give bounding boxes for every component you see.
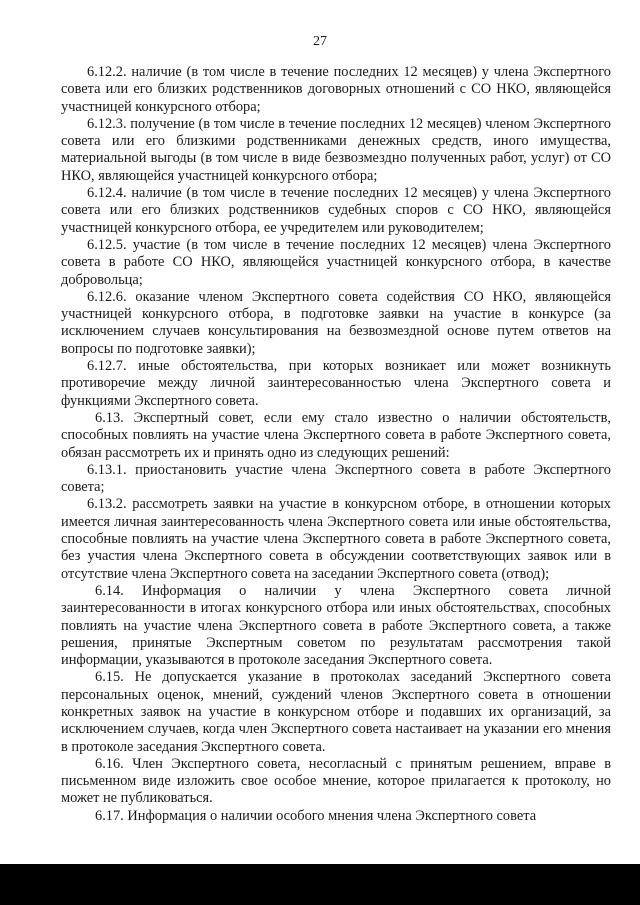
paragraph-6-12-4: 6.12.4. наличие (в том числе в течение последних 12 месяцев) у члена Экспертного совета или его близких родственников судебных споров с СО НКО, являющейся участницей конкурсного отбора, ее учредителем или руководителем; <box>61 185 611 236</box>
paragraph-6-13: 6.13. Экспертный совет, если ему стало известно о наличии обстоятельств, способных повлиять на участие члена Экспертного совета в работе Экспертного совета, обязан рассмотреть их и принять одно из следующих решений: <box>61 409 611 461</box>
paragraph-6-17: 6.17. Информация о наличии особого мнения члена Экспертного совета <box>95 807 537 824</box>
paragraph-6-12-7: 6.12.7. иные обстоятельства, при которых возникает или может возникнуть противоречие между личной заинтересованностью члена Экспертного совета и функциями Экспертного совета. <box>61 358 611 409</box>
scan-bottom-border <box>0 864 640 905</box>
paragraph-6-15: 6.15. Не допускается указание в протоколах заседаний Экспертного совета персональных оценок, мнений, суждений членов Экспертного совета в отношении конкретных заявок на участие в конкурсном отборе и подавших их организаций, за исключением случаев, когда член Экспертного совета настаивает на указании его мнения в протоколе заседания Экспертного совета. <box>61 669 611 755</box>
paragraph-6-12-2: 6.12.2. наличие (в том числе в течение последних 12 месяцев) у члена Экспертного совета или его близких родственников договорных отношений с СО НКО, являющейся участницей конкурсного отбора; <box>61 64 611 115</box>
paragraph-6-12-3: 6.12.3. получение (в том числе в течение последних 12 месяцев) членом Экспертного совета или его близкими родственниками денежных средств, иного имущества, материальной выгоды (в том числе в виде безвозмездно полученных работ, услуг) от СО НКО, являющейся участницей конкурсного отбора; <box>61 115 611 184</box>
paragraph-6-13-1: 6.13.1. приостановить участие члена Экспертного совета в работе Экспертного совета; <box>61 461 611 496</box>
paragraph-6-12-6: 6.12.6. оказание членом Экспертного совета содействия СО НКО, являющейся участницей конкурсного отбора, в подготовке заявки на участие в конкурсе (за исключением случаев консультирования на безвозмездной основе путем ответов на вопросы по подготовке заявки); <box>61 288 611 357</box>
paragraph-6-12-5: 6.12.5. участие (в том числе в течение последних 12 месяцев) члена Экспертного совета в работе СО НКО, являющейся участницей конкурсного отбора, в качестве добровольца; <box>61 236 611 288</box>
page-number: 27 <box>313 34 327 49</box>
paragraph-6-13-2: 6.13.2. рассмотреть заявки на участие в конкурсном отборе, в отношении которых имеется личная заинтересованность члена Экспертного совета или иные обстоятельства, способные повлиять на участие члена Экспертного совета в работе Экспертного совета, без участия члена Экспертного совета в обсуждении соответствующих заявок или в отсутствие члена Экспертного совета на заседании Экспертного совета (отвод); <box>61 496 611 582</box>
document-body <box>61 64 611 825</box>
paragraph-6-16: 6.16. Член Экспертного совета, несогласный с принятым решением, вправе в письменном виде изложить свое особое мнение, которое прилагается к протоколу, но может не публиковаться. <box>61 755 611 807</box>
paragraph-6-14: 6.14. Информация о наличии у члена Экспертного совета личной заинтересованности в итогах конкурсного отбора или иных обстоятельствах, способных повлиять на участие члена Экспертного совета в работе Экспертного совета, а также решения, принятые Экспертным советом по результатам рассмотрения такой информации, указываются в протоколе заседания Экспертного совета. <box>61 582 611 669</box>
